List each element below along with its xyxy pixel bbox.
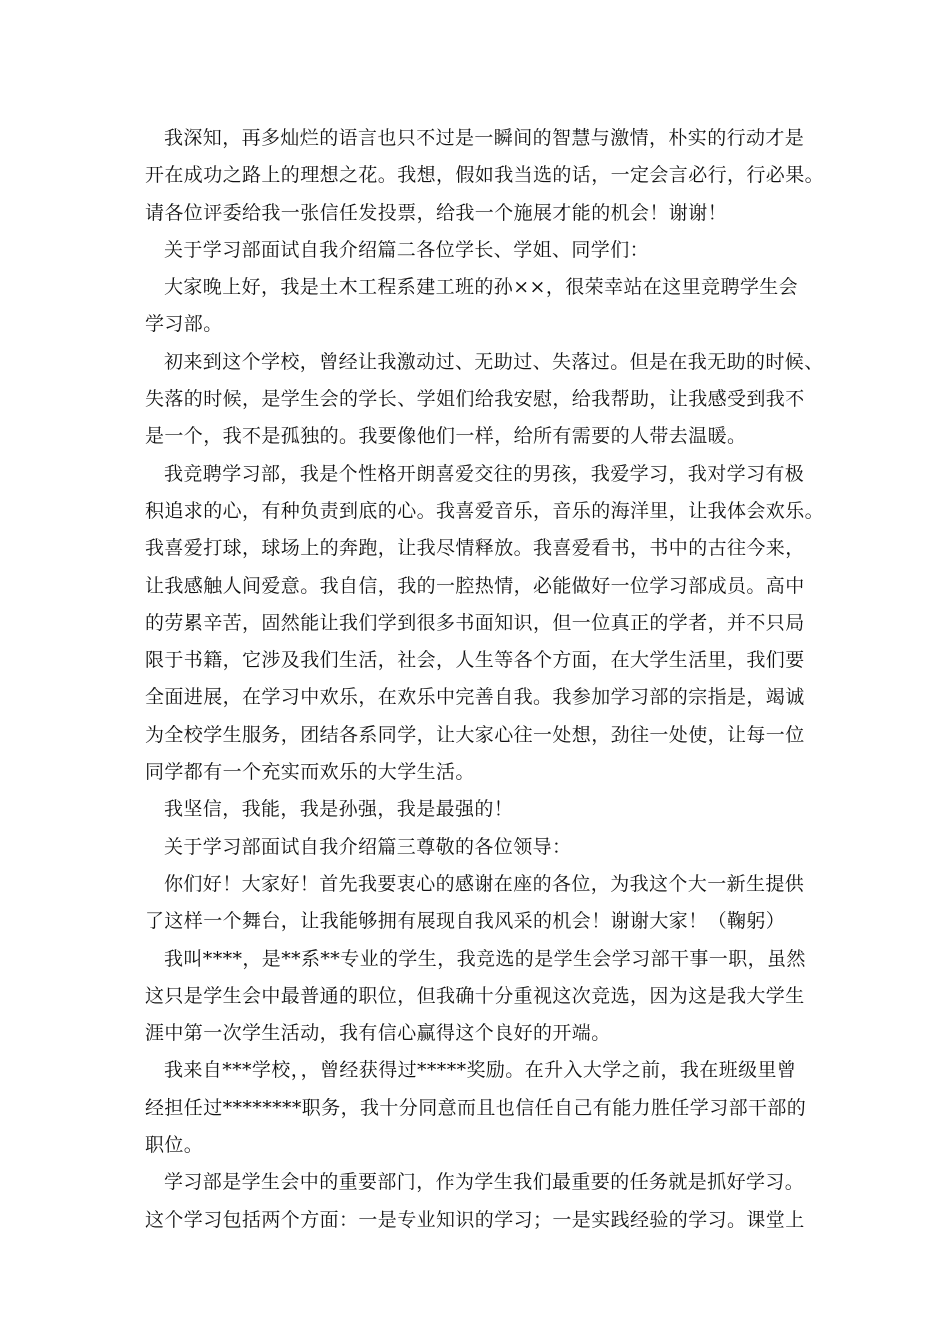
- text-line: 初来到这个学校，曾经让我激动过、无助过、失落过。但是在我无助的时候、: [164, 350, 824, 373]
- text-line: 我叫****，是**系**专业的学生，我竞选的是学生会学习部干事一职，虽然: [164, 947, 806, 970]
- text-line: 我深知，再多灿烂的语言也只不过是一瞬间的智慧与激情，朴实的行动才是: [164, 127, 805, 149]
- text-line: 开在成功之路上的理想之花。我想，假如我当选的话，一定会言必行，行必果。: [145, 164, 825, 187]
- text-line: 是一个，我不是孤独的。我要像他们一样，给所有需要的人带去温暖。: [145, 425, 747, 448]
- text-line: 了这样一个舞台，让我能够拥有展现自我风采的机会！谢谢大家！（鞠躬）: [145, 910, 786, 933]
- text-line: 涯中第一次学生活动，我有信心赢得这个良好的开端。: [145, 1022, 611, 1045]
- text-line: 同学都有一个充实而欢乐的大学生活。: [145, 761, 475, 784]
- text-line: 为全校学生服务，团结各系同学，让大家心往一处想，劲往一处使，让每一位: [145, 723, 805, 746]
- text-line: 我来自***学校，，曾经获得过*****奖励。在升入大学之前，我在班级里曾: [164, 1059, 797, 1082]
- text-line: 我喜爱打球，球场上的奔跑，让我尽情释放。我喜爱看书，书中的古往今来，: [145, 537, 805, 560]
- text-line: 让我感触人间爱意。我自信，我的一腔热情，必能做好一位学习部成员。高中: [145, 574, 805, 597]
- text-line: 经担任过********职务，我十分同意而且也信任自己有能力胜任学习部干部的: [145, 1096, 807, 1119]
- text-line: 我坚信，我能，我是孙强，我是最强的！: [164, 798, 514, 821]
- text-line: 学习部是学生会中的重要部门，作为学生我们最重要的任务就是抓好学习。: [164, 1171, 805, 1194]
- text-line: 你们好！大家好！首先我要衷心的感谢在座的各位，为我这个大一新生提供: [164, 872, 805, 895]
- text-line: 大家晚上好，我是土木工程系建工班的孙××，很荣幸站在这里竞聘学生会: [164, 276, 799, 299]
- text-line: 限于书籍，它涉及我们生活，社会，人生等各个方面，在大学生活里，我们要: [145, 649, 805, 672]
- text-line: 关于学习部面试自我介绍篇二各位学长、学姐、同学们：: [164, 238, 650, 261]
- text-line: 积追求的心，有种负责到底的心。我喜爱音乐，音乐的海洋里，让我体会欢乐。: [145, 499, 825, 522]
- text-line: 这个学习包括两个方面：一是专业知识的学习；一是实践经验的学习。课堂上: [145, 1208, 805, 1231]
- text-line: 请各位评委给我一张信任发投票，给我一个施展才能的机会！谢谢！: [145, 201, 728, 224]
- text-line: 的劳累辛苦，固然能让我们学到很多书面知识，但一位真正的学者，并不只局: [145, 611, 805, 634]
- document-body: [145, 120, 825, 1239]
- text-line: 失落的时候，是学生会的学长、学姐们给我安慰，给我帮助，让我感受到我不: [145, 388, 805, 411]
- text-line: 全面进展，在学习中欢乐，在欢乐中完善自我。我参加学习部的宗指是，竭诚: [145, 686, 805, 709]
- text-line: 这只是学生会中最普通的职位，但我确十分重视这次竞选，因为这是我大学生: [145, 984, 805, 1007]
- text-line: 职位。: [145, 1134, 204, 1157]
- text-line: 我竞聘学习部，我是个性格开朗喜爱交往的男孩，我爱学习，我对学习有极: [164, 462, 805, 485]
- text-line: 学习部。: [145, 313, 223, 336]
- text-line: 关于学习部面试自我介绍篇三尊敬的各位领导：: [164, 835, 572, 858]
